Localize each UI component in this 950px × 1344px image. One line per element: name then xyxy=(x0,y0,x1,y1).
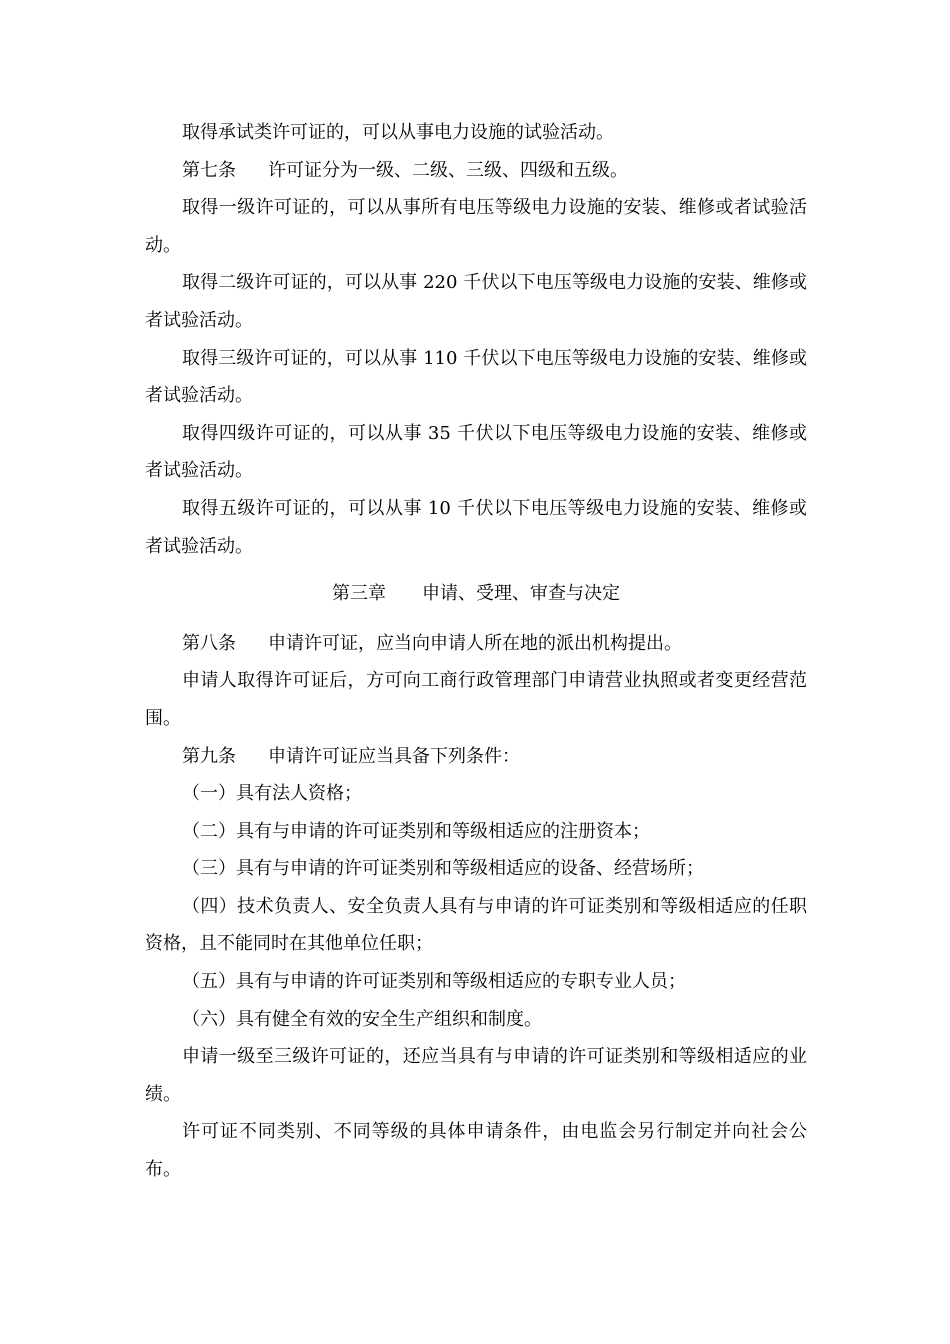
paragraph: 取得四级许可证的，可以从事 35 千伏以下电压等级电力设施的安装、维修或者试验活动。 xyxy=(145,422,807,482)
condition-item: （一）具有法人资格； xyxy=(182,783,362,805)
paragraph: 取得五级许可证的，可以从事 10 千伏以下电压等级电力设施的安装、维修或者试验活动。 xyxy=(145,497,807,557)
article-text: 申请许可证应当具备下列条件： xyxy=(268,745,520,767)
chapter-heading xyxy=(145,575,807,613)
condition-item: （二）具有与申请的许可证类别和等级相适应的注册资本； xyxy=(182,820,650,842)
document-page xyxy=(145,114,807,1189)
article-7 xyxy=(145,152,807,190)
article-text: 申请许可证，应当向申请人所在地的派出机构提出。 xyxy=(268,632,682,654)
paragraph: 取得承试类许可证的，可以从事电力设施的试验活动。 xyxy=(182,122,614,143)
article-number: 第八条 xyxy=(182,632,236,654)
article-number: 第九条 xyxy=(182,745,236,767)
article-text: 许可证分为一级、二级、三级、四级和五级。 xyxy=(268,159,628,181)
chapter-title: 申请、受理、审查与决定 xyxy=(422,583,620,605)
article-9 xyxy=(145,738,807,776)
paragraph: 申请一级至三级许可证的，还应当具有与申请的许可证类别和等级相适应的业绩。 xyxy=(145,1046,807,1105)
paragraph: 许可证不同类别、不同等级的具体申请条件，由电监会另行制定并向社会公布。 xyxy=(145,1121,807,1181)
paragraph: 取得二级许可证的，可以从事 220 千伏以下电压等级电力设施的安装、维修或者试验活动。 xyxy=(145,272,807,331)
condition-item: （五）具有与申请的许可证类别和等级相适应的专职专业人员； xyxy=(182,971,686,993)
paragraph: 申请人取得许可证后，方可向工商行政管理部门申请营业执照或者变更经营范围。 xyxy=(145,670,807,729)
chapter-number: 第三章 xyxy=(332,583,386,605)
article-number: 第七条 xyxy=(182,159,236,181)
paragraph: 取得一级许可证的，可以从事所有电压等级电力设施的安装、维修或者试验活动。 xyxy=(145,197,807,256)
article-8 xyxy=(145,625,807,663)
condition-item: （六）具有健全有效的安全生产组织和制度。 xyxy=(182,1008,542,1030)
condition-item: （四）技术负责人、安全负责人具有与申请的许可证类别和等级相适应的任职资格，且不能同时在其他单位任职； xyxy=(145,895,807,955)
condition-item: （三）具有与申请的许可证类别和等级相适应的设备、经营场所； xyxy=(182,858,704,880)
paragraph: 取得三级许可证的，可以从事 110 千伏以下电压等级电力设施的安装、维修或者试验活动。 xyxy=(145,347,807,407)
